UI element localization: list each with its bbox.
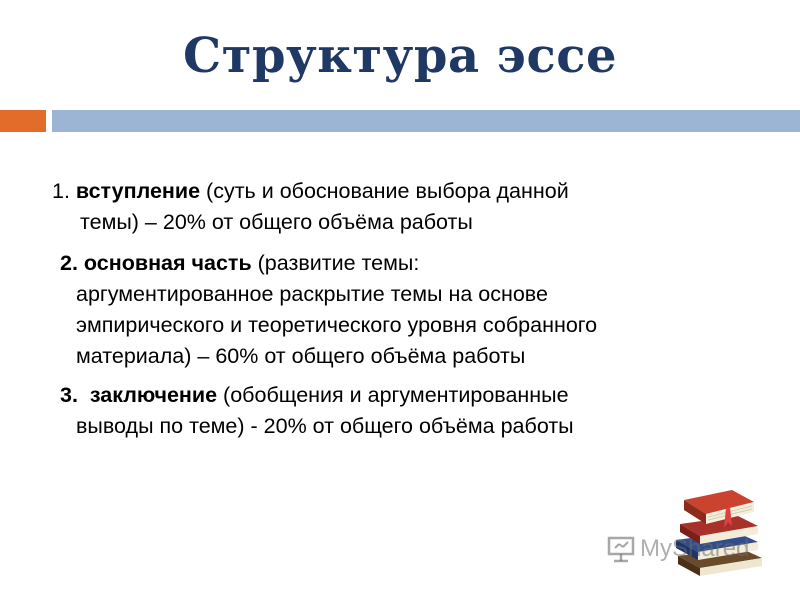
item-term: заключение (89, 383, 218, 407)
list-item-line (52, 176, 772, 207)
slide-title: Структура эссе (183, 28, 617, 84)
watermark-text: MyShared (640, 535, 750, 562)
item-text: (обобщения и аргументированные (217, 383, 569, 407)
presentation-board-icon (606, 534, 636, 564)
item-number: 2. (60, 251, 78, 275)
item-number: 1. (52, 179, 70, 203)
item-number: 3. (60, 383, 78, 407)
item-text-continued: эмпирического и теоретического уровня собранного (76, 313, 598, 337)
item-text-continued: материала) – 60% от общего объёма работы (76, 344, 526, 368)
watermark (606, 534, 749, 564)
list-item-introduction (52, 176, 772, 238)
list-item-main-part (60, 248, 760, 372)
item-text: (суть и обоснование выбора данной (200, 179, 569, 203)
accent-bar-orange (0, 110, 46, 132)
item-text-continued: выводы по теме) - 20% от общего объёма работы (76, 414, 574, 438)
item-term: основная часть (83, 251, 252, 275)
list-item-line (60, 248, 760, 279)
list-item-line (60, 380, 760, 411)
item-text-continued: темы) – 20% от общего объёма работы (80, 210, 473, 234)
accent-bar-blue (52, 110, 800, 132)
item-text: (развитие темы: (251, 251, 420, 275)
item-text-continued: аргументированное раскрытие темы на основе (76, 282, 548, 306)
item-term: вступление (75, 179, 201, 203)
list-item-conclusion (60, 380, 760, 442)
